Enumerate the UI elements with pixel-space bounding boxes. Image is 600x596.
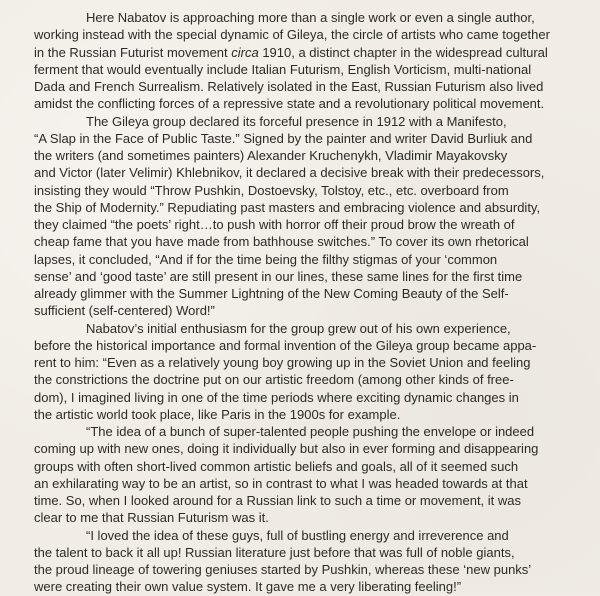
paragraph-4	[34, 423, 594, 527]
text-line: Dada and French Surrealism. Relatively isolated in the East, Russian Futurism also lived	[34, 79, 544, 94]
text-line: “The idea of a bunch of super-talented people pushing the envelope or indeed	[86, 424, 535, 439]
text-line: time. So, when I looked around for a Russian link to such a time or movement, it was	[34, 493, 522, 508]
text-line: sufficient (self-centered) Word!”	[34, 303, 215, 319]
text-line: clear to me that Russian Futurism was it.	[34, 510, 269, 526]
text-line: the constrictions the doctrine put on our artistic freedom (among other kinds of free-	[34, 372, 514, 388]
text-line: sense’ and ‘good taste’ are still present in our lines, these same lines for the first time	[34, 268, 523, 284]
text-line: “I loved the idea of these guys, full of bustling energy and irreverence and	[86, 527, 509, 543]
paragraph-1	[34, 9, 594, 113]
text-line: an exhilarating way to be an artist, so in contrast to what I was headed towards at that	[34, 475, 528, 491]
text-line: groups with often short-lived common artistic beliefs and goals, all of it seemed such	[34, 458, 519, 474]
text-line: the writers (and sometimes painters) Alexander Kruchenykh, Vladimir Mayakovsky	[34, 148, 508, 163]
text-line: the talent to back it all up! Russian literature just before that was full of noble giants,	[34, 544, 515, 560]
paragraph-5	[34, 527, 594, 596]
text-line: before the historical importance and formal invention of the Gileya group became appa-	[34, 337, 537, 353]
text-line: The Gileya group declared its forceful presence in 1912 with a Manifesto,	[86, 113, 507, 129]
text-line: Nabatov’s initial enthusiasm for the group grew out of his own experience,	[86, 320, 511, 336]
text-line: rent to him: “Even as a relatively young boy growing up in the Soviet Union and feeling	[34, 355, 531, 370]
text-line: they claimed “the poets’ right…to push with horror off their proud brow the wreath of	[34, 217, 515, 232]
text-line: coming up with new ones, doing it individually but also in ever forming and disappearing	[34, 441, 539, 457]
text-line: the proud lineage of towering geniuses started by Pushkin, whereas these ‘new punks’	[34, 562, 532, 577]
text-line: already glimmer with the Summer Lightning of the New Coming Beauty of the Self-	[34, 286, 509, 301]
text-line: working instead with the special dynamic of Gileya, the circle of artists who came together	[34, 27, 550, 43]
paragraph-3	[34, 320, 594, 424]
text-line: ferment that would eventually include Italian Futurism, English Vorticism, multi-national	[34, 61, 532, 77]
text-line: Here Nabatov is approaching more than a single work or even a single author,	[86, 10, 535, 25]
text-line: “A Slap in the Face of Public Taste.” Signed by the painter and writer David Burliuk and	[34, 130, 533, 146]
text-line: amidst the conflicting forces of a repressive state and a revolutionary political movement.	[34, 96, 545, 112]
text-line: in the Russian Futurist movement circa 1910, a distinct chapter in the widespread cultural	[34, 44, 548, 60]
text-line: were creating their own value system. It gave me a very liberating feeling!”	[34, 579, 462, 595]
text-line: the Ship of Modernity.” Repudiating past masters and embracing violence and absurdity,	[34, 199, 541, 215]
text-line: lapses, it concluded, “And if for the time being the filthy stigmas of your ‘common	[34, 251, 498, 267]
text-line: cheap fame that you have made from bathhouse switches.” To cover its own rhetorical	[34, 234, 529, 250]
text-line: insisting they would “Throw Pushkin, Dostoevsky, Tolstoy, etc., etc. overboard from	[34, 182, 509, 198]
text-line: the artistic world took place, like Paris in the 1900s for example.	[34, 406, 401, 422]
text-line: dom), I imagined living in one of the time periods where exciting dynamic changes in	[34, 389, 519, 405]
text-line: and Victor (later Velimir) Khlebnikov, it declared a decisive break with their predecessors,	[34, 165, 545, 181]
paragraph-2	[34, 113, 594, 320]
article-text	[34, 9, 594, 596]
